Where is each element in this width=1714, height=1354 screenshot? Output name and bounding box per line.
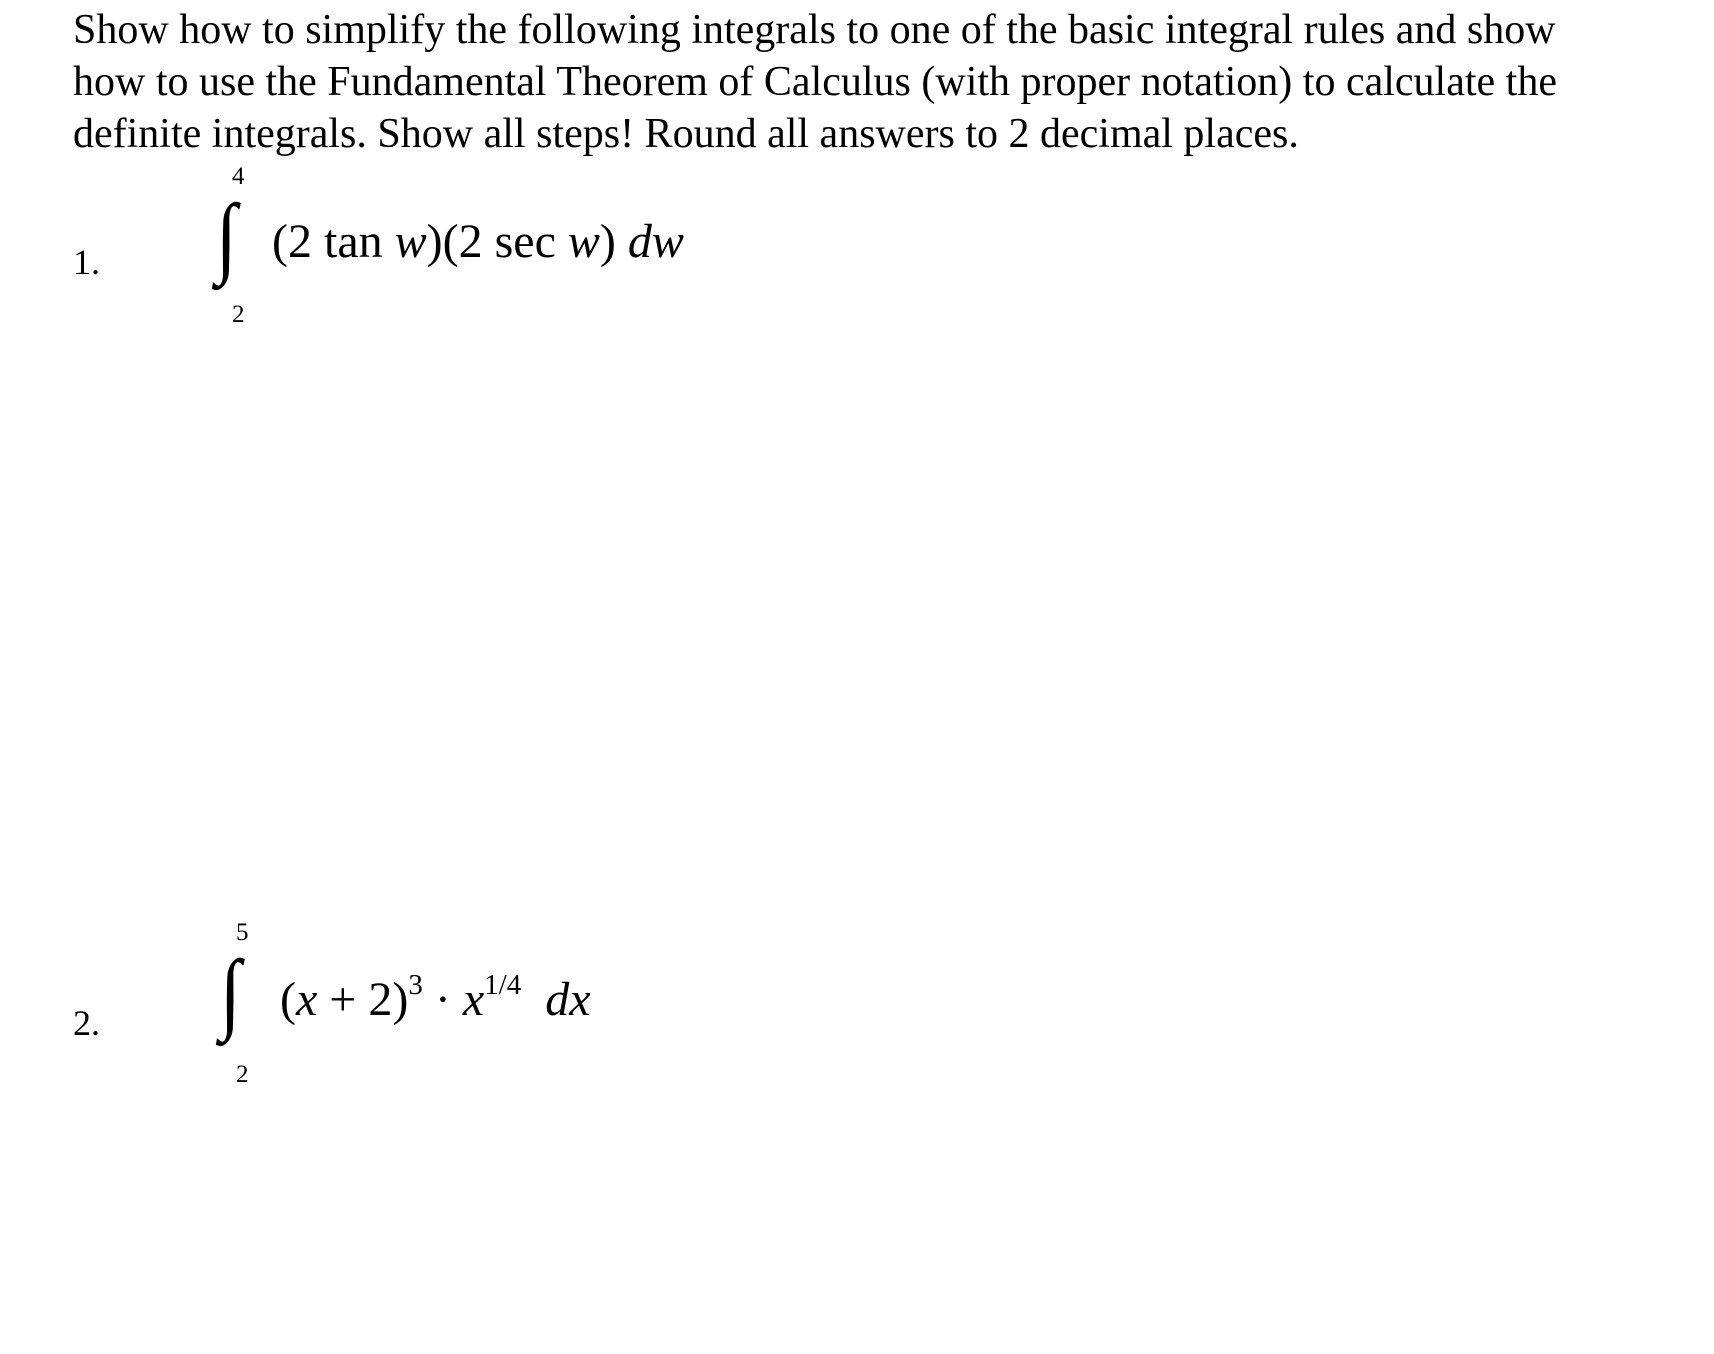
upper-limit: 5: [236, 919, 249, 946]
instruction-line: definite integrals. Show all steps! Round all answers to 2 decimal places.: [73, 111, 1299, 157]
spacer: [521, 973, 545, 1026]
integrand-part: + 2): [317, 973, 409, 1026]
integrand-part: ): [599, 215, 628, 268]
instructions: [73, 4, 1693, 160]
exponent: 1/4: [484, 969, 522, 1001]
integral-sign: ∫: [215, 187, 237, 286]
instruction-line: how to use the Fundamental Theorem of Calculus (with proper notation) to calculate the: [73, 59, 1557, 105]
exponent: 3: [408, 969, 423, 1001]
integrand-part: )(2 sec: [426, 215, 568, 268]
lower-limit: 2: [236, 1061, 249, 1088]
variable: x: [295, 973, 318, 1026]
problem-number: 2.: [73, 1003, 100, 1043]
instruction-line: Show how to simplify the following integrals to one of the basic integral rules and show: [73, 7, 1556, 53]
variable: w: [394, 215, 427, 268]
differential: dx: [545, 973, 591, 1026]
integral-sign: ∫: [219, 943, 241, 1042]
integrand: [272, 214, 684, 270]
upper-limit: 4: [232, 163, 245, 190]
variable: w: [567, 215, 600, 268]
problem-number: 1.: [73, 242, 100, 282]
differential: dw: [627, 215, 684, 268]
integrand: [280, 969, 591, 1034]
variable: x: [462, 973, 485, 1026]
integrand-part: (2 tan: [272, 215, 395, 268]
integrand-part: (: [280, 973, 296, 1026]
integrand-part: ·: [422, 973, 463, 1026]
lower-limit: 2: [232, 301, 245, 328]
